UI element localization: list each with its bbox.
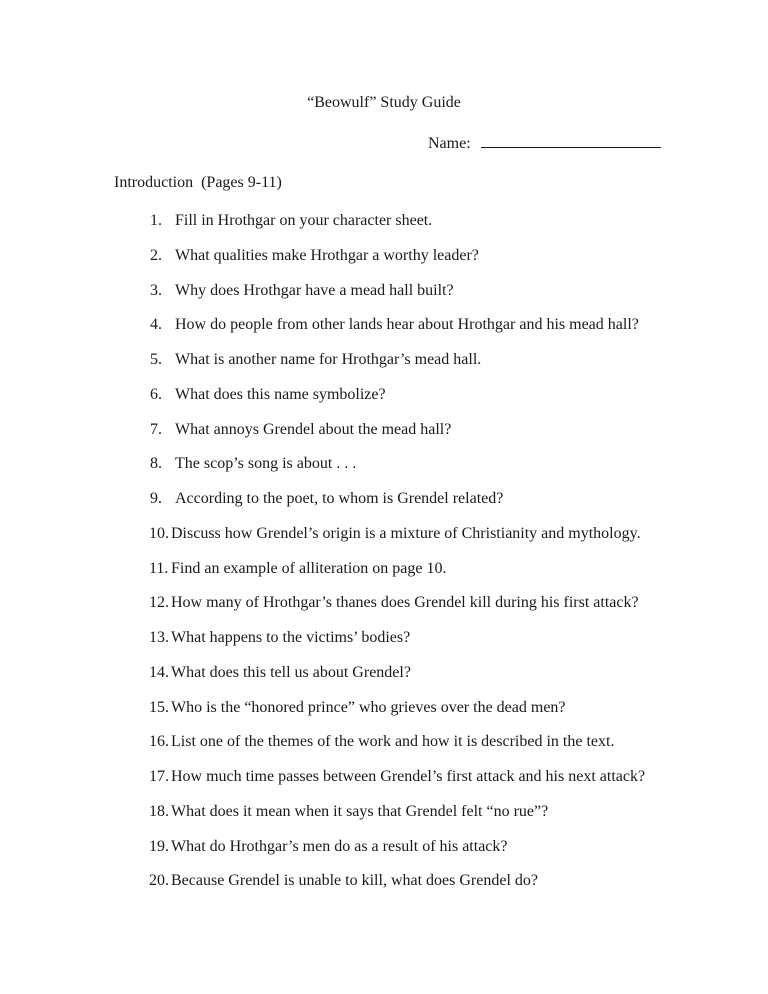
question-text: According to the poet, to whom is Grendel related? bbox=[175, 490, 504, 507]
question-number: 9. bbox=[150, 490, 162, 507]
question-item bbox=[150, 385, 645, 420]
question-item bbox=[150, 454, 645, 489]
question-item bbox=[149, 628, 645, 663]
question-number: 11. bbox=[149, 559, 169, 577]
name-label: Name: bbox=[428, 135, 471, 152]
document-title: “Beowulf” Study Guide bbox=[307, 94, 461, 111]
question-text: What happens to the victims’ bodies? bbox=[171, 629, 411, 646]
question-text: Who is the “honored prince” who grieves over the dead men? bbox=[171, 698, 566, 716]
question-item bbox=[149, 802, 645, 837]
question-number: 10. bbox=[149, 524, 169, 542]
question-number: 14. bbox=[149, 663, 169, 681]
question-item bbox=[150, 281, 645, 316]
question-number: 17. bbox=[149, 768, 169, 785]
question-text: What does it mean when it says that Grendel felt “no rue”? bbox=[171, 802, 549, 820]
question-item bbox=[149, 698, 645, 733]
question-number: 1. bbox=[150, 212, 162, 229]
question-text: What is another name for Hrothgar’s mead hall. bbox=[175, 351, 482, 368]
question-text: Why does Hrothgar have a mead hall built? bbox=[175, 281, 454, 299]
question-text: What do Hrothgar’s men do as a result of his attack? bbox=[171, 837, 508, 855]
question-number: 15. bbox=[149, 698, 169, 716]
question-number: 5. bbox=[150, 351, 162, 368]
question-item bbox=[149, 593, 645, 628]
question-item bbox=[149, 837, 645, 872]
question-text: The scop’s song is about . . . bbox=[175, 455, 357, 473]
question-number: 2. bbox=[150, 246, 162, 264]
question-text: Find an example of alliteration on page 10. bbox=[171, 559, 447, 577]
question-item bbox=[149, 871, 645, 906]
question-number: 3. bbox=[150, 281, 162, 299]
question-item bbox=[149, 559, 645, 594]
question-text: What does this tell us about Grendel? bbox=[171, 663, 411, 681]
name-field-row bbox=[428, 133, 661, 153]
question-item bbox=[150, 315, 645, 350]
question-number: 4. bbox=[150, 316, 162, 334]
question-text: How many of Hrothgar’s thanes does Grendel kill during his first attack? bbox=[171, 594, 639, 612]
question-text: How much time passes between Grendel’s first attack and his next attack? bbox=[171, 768, 646, 785]
question-number: 19. bbox=[149, 837, 169, 855]
question-number: 6. bbox=[150, 385, 162, 403]
question-number: 8. bbox=[150, 455, 162, 473]
question-item bbox=[150, 350, 645, 385]
question-item bbox=[149, 767, 645, 802]
question-item bbox=[149, 663, 645, 698]
question-item bbox=[149, 732, 645, 767]
question-text: What qualities make Hrothgar a worthy leader? bbox=[175, 246, 479, 264]
name-blank-line[interactable] bbox=[481, 133, 661, 148]
question-text: List one of the themes of the work and how it is described in the text. bbox=[171, 733, 615, 751]
question-item bbox=[150, 420, 645, 455]
question-item bbox=[149, 524, 645, 559]
question-number: 13. bbox=[149, 629, 169, 646]
question-list bbox=[150, 211, 645, 906]
question-text: Fill in Hrothgar on your character sheet. bbox=[175, 212, 433, 229]
question-text: Discuss how Grendel’s origin is a mixture of Christianity and mythology. bbox=[171, 524, 641, 542]
question-number: 20. bbox=[149, 872, 169, 890]
question-item bbox=[150, 211, 645, 246]
question-item bbox=[150, 246, 645, 281]
question-text: What does this name symbolize? bbox=[175, 385, 386, 403]
question-text: What annoys Grendel about the mead hall? bbox=[175, 420, 452, 438]
question-text: Because Grendel is unable to kill, what does Grendel do? bbox=[171, 872, 538, 890]
question-number: 18. bbox=[149, 802, 169, 820]
question-number: 12. bbox=[149, 594, 169, 612]
question-number: 16. bbox=[149, 733, 169, 751]
section-heading: Introduction (Pages 9-11) bbox=[114, 174, 282, 191]
question-number: 7. bbox=[150, 420, 162, 438]
question-text: How do people from other lands hear about Hrothgar and his mead hall? bbox=[175, 316, 639, 334]
question-item bbox=[150, 489, 645, 524]
